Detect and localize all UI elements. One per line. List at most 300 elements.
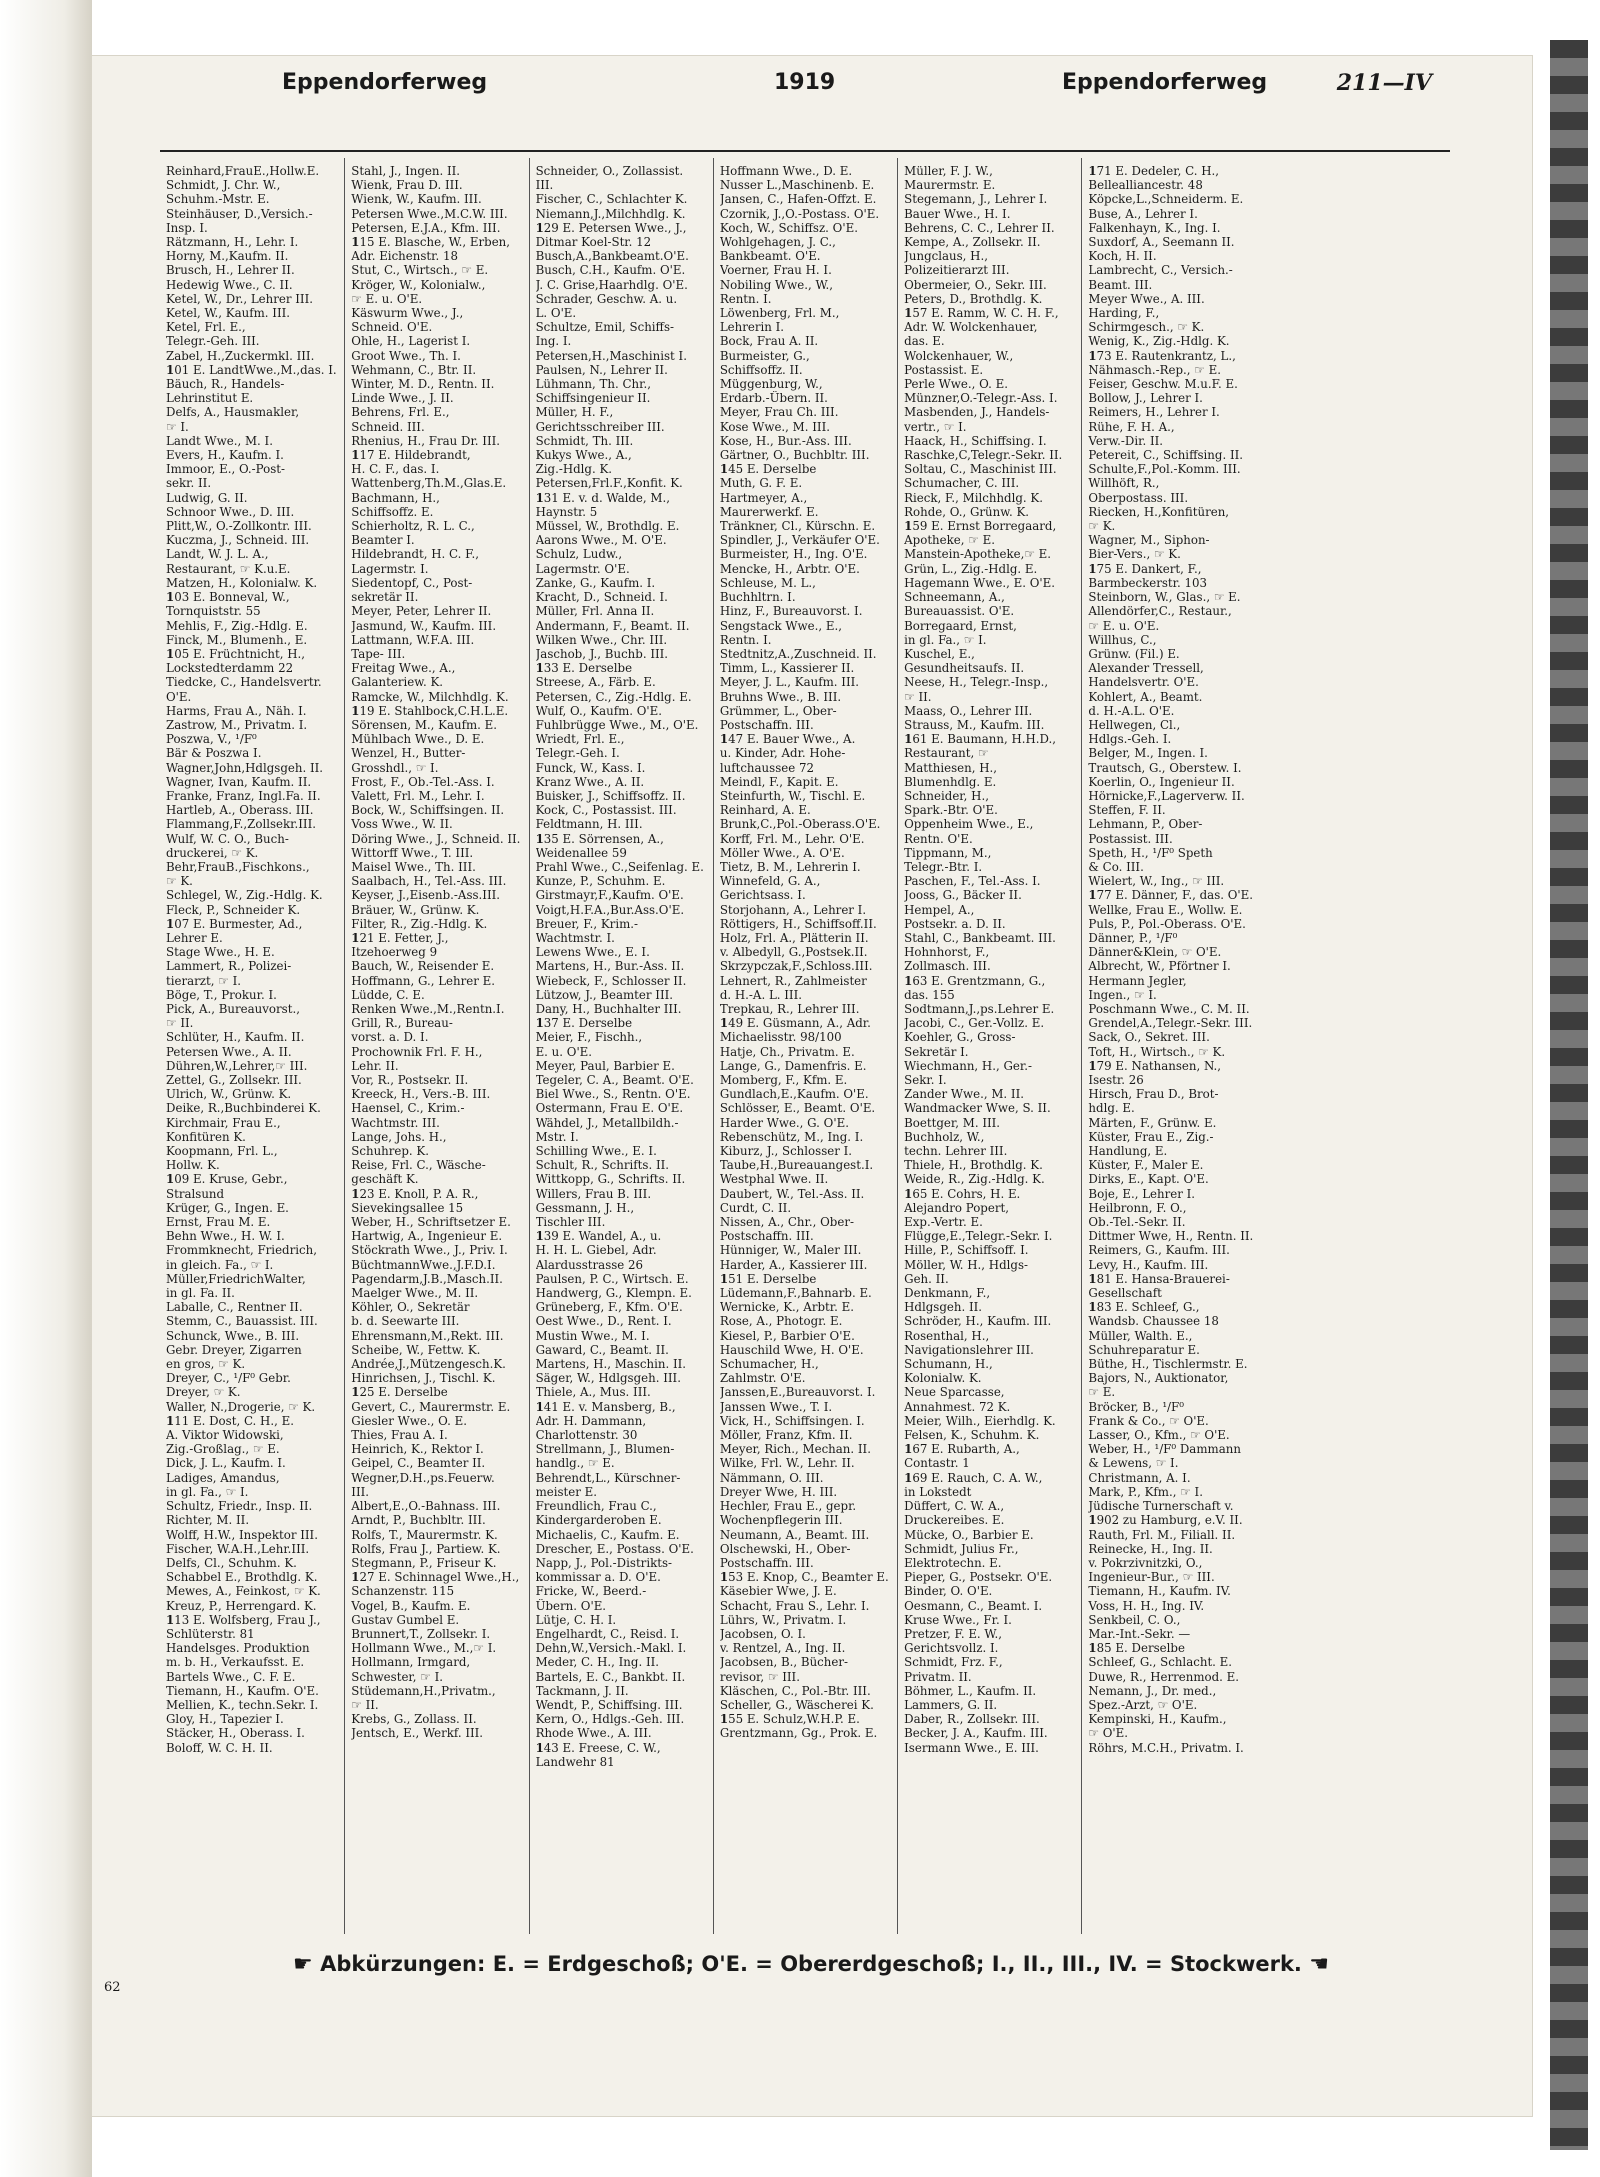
- directory-entry: Stegmann, P., Friseur K.: [351, 1555, 497, 1570]
- directory-entry: Pretzer, F. E. W.,: [904, 1626, 1002, 1641]
- directory-entry: Meier, Wilh., Eierhdlg. K.: [904, 1413, 1056, 1428]
- directory-entry: en gros, ☞ K.: [166, 1357, 246, 1372]
- directory-entry: Bier-Vers., ☞ K.: [1088, 547, 1181, 562]
- directory-entry: Hartleb, A., Oberass. III.: [166, 803, 314, 818]
- directory-entry: Speth, H., ¹/F⁰ Speth: [1088, 845, 1213, 860]
- directory-entry: Bollow, J., Lehrer I.: [1088, 391, 1203, 406]
- directory-entry: Vick, H., Schiffsingen. I.: [719, 1413, 865, 1428]
- directory-entry: Restaurant, ☞ K.u.E.: [166, 561, 291, 576]
- directory-entry: Lange, Johs. H.,: [351, 1129, 447, 1144]
- directory-entry: Stemm, C., Bauassist. III.: [166, 1314, 318, 1329]
- directory-entry: Wenzel, H., Butter-: [351, 746, 466, 761]
- directory-entry: Grendel,A.,Telegr.-Sekr. III.: [1088, 1016, 1253, 1031]
- directory-entry: Laballe, C., Rentner II.: [166, 1300, 303, 1315]
- directory-entry: Bär & Poszwa I.: [166, 746, 262, 761]
- directory-entry: v. Pokrzivnitzki, O.,: [1088, 1555, 1203, 1570]
- directory-entry: Reinecke, H., Ing. II.: [1088, 1541, 1213, 1556]
- directory-entry: Postassist. III.: [1088, 831, 1173, 846]
- directory-entry: Wilken Wwe., Chr. III.: [535, 632, 668, 647]
- directory-entry: 131 E. v. d. Walde, M.,: [535, 490, 670, 505]
- directory-entry: Wellke, Frau E., Wollw. E.: [1088, 902, 1243, 917]
- directory-entry: Fischer, C., Schlachter K.: [535, 192, 688, 207]
- directory-entry: Wienk, W., Kaufm. III.: [351, 192, 482, 207]
- directory-entry: Koehler, G., Gross-: [904, 1030, 1016, 1045]
- directory-entry: Paulsen, P. C., Wirtsch. E.: [535, 1271, 689, 1286]
- directory-entry: Bauch, W., Reisender E.: [351, 959, 495, 974]
- directory-entry: Wenig, K., Zig.-Hdlg. K.: [1088, 334, 1230, 349]
- directory-entry: Buchholz, W.,: [904, 1129, 985, 1144]
- directory-entry: Nissen, A., Chr., Ober-: [719, 1215, 854, 1230]
- directory-entry: Stage Wwe., H. E.: [166, 945, 275, 960]
- directory-entry: Vogel, B., Kaufm. E.: [351, 1598, 471, 1613]
- directory-entry: Wandsb. Chaussee 18: [1088, 1314, 1219, 1329]
- directory-entry: 125 E. Derselbe: [351, 1385, 448, 1400]
- directory-entry: Funck, W., Kass. I.: [535, 760, 646, 775]
- directory-entry: Busch,A.,Bankbeamt.O'E.: [535, 249, 689, 264]
- directory-entry: Momberg, F., Kfm. E.: [719, 1073, 848, 1087]
- directory-entry: Wohlgehagen, J. C.,: [719, 235, 836, 250]
- directory-entry: Busch, C.H., Kaufm. O'E.: [535, 263, 686, 278]
- directory-entry: Nobiling Wwe., W.,: [719, 277, 834, 292]
- directory-entry: Ulrich, W., Grünw. K.: [166, 1087, 292, 1102]
- directory-entry: 181 E. Hansa-Brauerei-: [1088, 1271, 1230, 1286]
- directory-entry: Krebs, G., Zollass. II.: [351, 1712, 477, 1727]
- directory-entry: Schnoor Wwe., D. III.: [166, 504, 295, 519]
- directory-entry: Jacobsen, O. I.: [719, 1626, 806, 1641]
- directory-entry: Heinrich, K., Rektor I.: [351, 1442, 484, 1457]
- directory-entry: Stahl, C., Bankbeamt. III.: [904, 930, 1056, 945]
- directory-entry: Kröger, W., Kolonialw.,: [351, 277, 486, 292]
- directory-entry: Timm, L., Kassierer II.: [719, 661, 855, 676]
- directory-entry: Jungclaus, H.,: [904, 249, 988, 264]
- directory-entry: Wachtmstr. I.: [535, 930, 615, 945]
- directory-entry: Plitt,W., O.-Zollkontr. III.: [166, 519, 312, 534]
- directory-entry: Petereit, C., Schiffsing. II.: [1088, 448, 1244, 463]
- directory-entry: Pagendarm,J.B.,Masch.II.: [351, 1271, 503, 1286]
- directory-entry: Möller Wwe., A. O'E.: [719, 845, 845, 860]
- directory-entry: Landwehr 81: [535, 1754, 615, 1769]
- directory-entry: Galanteriew. K.: [351, 675, 444, 690]
- directory-entry: Elektrotechn. E.: [904, 1555, 1002, 1570]
- directory-entry: tierarzt, ☞ I.: [166, 973, 241, 988]
- directory-entry: Bauer Wwe., H. I.: [904, 206, 1011, 221]
- directory-entry: Telegr.-Geh. III.: [166, 334, 260, 349]
- directory-entry: Wittkopp, G., Schrifts. II.: [535, 1172, 686, 1187]
- directory-entry: Keyser, J.,Eisenb.-Ass.III.: [351, 888, 501, 903]
- directory-entry: Kukys Wwe., A.,: [535, 448, 632, 463]
- directory-entry: Landt Wwe., M. I.: [166, 433, 273, 448]
- directory-entry: Rühe, F. H. A.,: [1088, 419, 1175, 434]
- directory-entry: Valett, Frl. M., Lehr. I.: [351, 788, 485, 803]
- directory-entry: Wulf, O., Kaufm. O'E.: [535, 703, 663, 718]
- directory-entry: Meyer, Rich., Mechan. II.: [719, 1442, 871, 1457]
- directory-entry: Behr,FrauB.,Fischkons.,: [166, 859, 310, 874]
- directory-entry: Lagermstr. O'E.: [535, 561, 630, 576]
- directory-entry: Dittmer Wwe, H., Rentn. II.: [1088, 1229, 1254, 1244]
- directory-entry: Hdlgs.-Geh. I.: [1088, 732, 1172, 747]
- directory-entry: O'E.: [166, 689, 192, 704]
- directory-entry: sekretär II.: [351, 590, 419, 605]
- directory-entry: Lockstedterdamm 22: [166, 661, 294, 676]
- directory-entry: Pieper, G., Postsekr. O'E.: [904, 1570, 1053, 1585]
- directory-entry: ☞ K.: [1088, 519, 1116, 534]
- directory-entry: Wriedt, Frl. E.,: [535, 732, 625, 747]
- directory-entry: Stäcker, H., Oberass. I.: [166, 1726, 305, 1741]
- directory-entry: 157 E. Ramm, W. C. H. F.,: [904, 306, 1059, 321]
- directory-entry: Strellmann, J., Blumen-: [535, 1442, 675, 1457]
- street-title-left: Eppendorferweg: [282, 70, 488, 95]
- directory-entry: Geipel, C., Beamter II.: [351, 1456, 486, 1471]
- directory-entry: Ernst, Frau M. E.: [166, 1215, 271, 1230]
- directory-entry: Bureauassist. O'E.: [904, 604, 1015, 619]
- directory-entry: Hirsch, Frau D., Brot-: [1088, 1087, 1219, 1102]
- directory-entry: Schneider, O., Zollassist.: [535, 164, 684, 178]
- directory-entry: Girstmayr,F.,Kaufm. O'E.: [535, 888, 684, 903]
- directory-entry: Toft, H., Wirtsch., ☞ K.: [1088, 1044, 1226, 1059]
- directory-entry: 169 E. Rauch, C. A. W.,: [904, 1470, 1043, 1485]
- directory-entry: Grün, L., Zig.-Hdlg. E.: [904, 561, 1038, 576]
- directory-entry: Löwenberg, Frl. M.,: [719, 306, 840, 321]
- directory-entry: Giesler Wwe., O. E.: [351, 1413, 467, 1428]
- directory-entry: 173 E. Rautenkrantz, L.,: [1088, 348, 1236, 363]
- directory-entry: Raschke,C,Telegr.-Sekr. II.: [904, 448, 1063, 463]
- directory-entry: Gerichtsvollz. I.: [904, 1641, 999, 1656]
- directory-entry: H. H. L. Giebel, Adr.: [535, 1243, 657, 1258]
- directory-entry: Schlüter, H., Kaufm. II.: [166, 1030, 305, 1045]
- directory-entry: Kreuz, P., Herrengard. K.: [166, 1598, 317, 1613]
- directory-entry: Kracht, D., Schneid. I.: [535, 590, 668, 605]
- directory-entry: Kirchmair, Frau E.,: [166, 1115, 281, 1130]
- directory-entry: Rhenius, H., Frau Dr. III.: [351, 433, 501, 448]
- directory-entry: Schultze, Emil, Schiffs-: [535, 320, 674, 335]
- directory-entry: Maisel Wwe., Th. III.: [351, 859, 476, 874]
- directory-entry: Niemann,J.,Milchhdlg. K.: [535, 206, 686, 221]
- directory-entry: Telegr.-Geh. I.: [535, 746, 620, 761]
- directory-entry: Schuhrep. K.: [351, 1144, 429, 1159]
- directory-entry: Rhode Wwe., A. III.: [535, 1726, 652, 1741]
- directory-entry: Dany, H., Buchhalter III.: [535, 1001, 682, 1016]
- directory-entry: Schneid. O'E.: [351, 320, 433, 335]
- directory-entry: Allendörfer,C., Restaur.,: [1088, 604, 1232, 619]
- directory-entry: Tischler III.: [535, 1215, 606, 1230]
- directory-entry: Wagner,John,Hdlgsgeh. II.: [166, 760, 324, 775]
- directory-entry: 117 E. Hildebrandt,: [351, 448, 471, 463]
- directory-entry: Schultz, Friedr., Insp. II.: [166, 1499, 313, 1514]
- directory-entry: Schilling Wwe., E. I.: [535, 1144, 657, 1159]
- directory-entry: Brusch, H., Lehrer II.: [166, 263, 295, 278]
- directory-entry: Möller, W. H., Hdlgs-: [904, 1257, 1028, 1272]
- directory-entry: Schacht, Frau S., Lehr. I.: [719, 1598, 870, 1613]
- directory-entry: in gl. Fa., ☞ I.: [166, 1484, 249, 1499]
- directory-entry: Ladiges, Amandus,: [166, 1470, 280, 1485]
- directory-entry: Matthiesen, H.,: [904, 760, 998, 775]
- directory-entry: Behrens, C. C., Lehrer II.: [904, 220, 1055, 235]
- directory-entry: 111 E. Dost, C. H., E.: [166, 1413, 294, 1428]
- directory-entry: Curdt, C. II.: [719, 1200, 792, 1215]
- directory-entry: Flügge,E.,Telegr.-Sekr. I.: [904, 1229, 1053, 1244]
- directory-entry: Dreyer, ☞ K.: [166, 1385, 241, 1400]
- directory-entry: Jaschob, J., Buchb. III.: [535, 646, 669, 661]
- directory-entry: Oppenheim Wwe., E.,: [904, 817, 1034, 832]
- directory-entry: Ostermann, Frau E. O'E.: [535, 1101, 684, 1116]
- directory-entry: Bajors, N., Auktionator,: [1088, 1371, 1229, 1386]
- directory-entry: Soltau, C., Maschinist III.: [904, 462, 1057, 477]
- directory-entry: Hauschild Wwe, H. O'E.: [719, 1342, 864, 1357]
- directory-entry: Saalbach, H., Tel.-Ass. III.: [351, 874, 507, 889]
- directory-entry: Masbenden, J., Handels-: [904, 405, 1050, 420]
- directory-entry: Petersen Wwe., A. II.: [166, 1044, 292, 1059]
- directory-entry: Meder, C. H., Ing. II.: [535, 1655, 660, 1670]
- directory-entry: Schlösser, E., Beamt. O'E.: [719, 1101, 876, 1116]
- directory-entry: Wagner, M., Siphon-: [1088, 533, 1210, 548]
- directory-entry: Rolfs, Frau J., Partiew. K.: [351, 1541, 501, 1556]
- directory-entry: Navigationslehrer III.: [904, 1342, 1034, 1357]
- directory-entry: Burmeister, H., Ing. O'E.: [719, 547, 868, 562]
- directory-entry: Groot Wwe., Th. I.: [351, 348, 461, 363]
- directory-entry: Willers, Frau B. III.: [535, 1186, 652, 1201]
- directory-entry: Wagner, Ivan, Kaufm. II.: [166, 774, 312, 789]
- directory-entry: Denkmann, F.,: [904, 1286, 991, 1301]
- directory-entry: Harding, F.,: [1088, 306, 1160, 321]
- directory-entry: Verw.-Dir. II.: [1088, 433, 1164, 448]
- directory-entry: Muth, G. F. E.: [719, 476, 803, 491]
- directory-entry: Schulte,F.,Pol.-Komm. III.: [1088, 462, 1241, 477]
- directory-entry: Stegemann, J., Lehrer I.: [904, 192, 1048, 207]
- directory-entry: 107 E. Burmester, Ad.,: [166, 916, 303, 931]
- directory-entry: Harms, Frau A., Näh. I.: [166, 703, 307, 718]
- directory-entry: Meindl, F., Kapit. E.: [719, 774, 839, 789]
- directory-entry: Postsekr. a. D. II.: [904, 916, 1006, 931]
- directory-entry: Wulf, W. C. O., Buch-: [166, 831, 289, 846]
- directory-entry: Senkbeil, C. O.,: [1088, 1612, 1181, 1627]
- directory-entry: Schrader, Geschw. A. u.: [535, 291, 678, 306]
- directory-entry: Stahl, J., Ingen. II.: [351, 164, 461, 178]
- directory-entry: Schumann, H.,: [904, 1357, 993, 1372]
- directory-entry: Erdarb.-Übern. II.: [719, 391, 828, 406]
- directory-entry: Streese, A., Färb. E.: [535, 675, 656, 690]
- directory-entry: ☞ E. u. O'E.: [1088, 618, 1160, 633]
- directory-entry: Schmidt, Th. III.: [535, 433, 634, 448]
- directory-entry: Handlung, E.: [1088, 1144, 1168, 1159]
- directory-entry: Spez.-Arzt, ☞ O'E.: [1088, 1697, 1198, 1712]
- column-3: [529, 158, 713, 1934]
- directory-entry: Stedtnitz,A.,Zuschneid. II.: [719, 646, 877, 661]
- directory-entry: Lattmann, W.F.A. III.: [351, 632, 475, 647]
- directory-entry: Heilbronn, F. O.,: [1088, 1200, 1187, 1215]
- directory-entry: Wochenpflegerin III.: [719, 1513, 843, 1528]
- directory-entry: Dreyer, C., ¹/F⁰ Gebr.: [166, 1371, 291, 1386]
- directory-entry: Sekretär I.: [904, 1044, 969, 1059]
- directory-entry: Schleef, G., Schlacht. E.: [1088, 1655, 1233, 1670]
- directory-entry: Michaelisstr. 98/100: [719, 1030, 842, 1045]
- directory-entry: Janssen,E.,Bureauvorst. I.: [719, 1385, 876, 1400]
- directory-entry: Zahlmstr. O'E.: [719, 1371, 806, 1386]
- directory-entry: Albert,E.,O.-Bahnass. III.: [351, 1499, 501, 1514]
- directory-entry: Koch, H. II.: [1088, 249, 1157, 264]
- directory-entry: Bachmann, H.,: [351, 490, 440, 505]
- directory-entry: Fleck, P., Schneider K.: [166, 902, 301, 917]
- directory-entry: 155 E. Schulz,W.H.P. E.: [719, 1712, 860, 1727]
- directory-entry: Lütje, C. H. I.: [535, 1612, 617, 1627]
- directory-entry: Janssen Wwe., T. I.: [719, 1399, 833, 1414]
- directory-entry: Mewes, A., Feinkost, ☞ K.: [166, 1584, 321, 1599]
- directory-entry: 159 E. Ernst Borregaard,: [904, 519, 1057, 534]
- directory-entry: Zig.-Hdlg. K.: [535, 462, 613, 477]
- directory-entry: Meyer Wwe., A. III.: [1088, 291, 1205, 306]
- directory-entry: Oest Wwe., D., Rent. I.: [535, 1314, 672, 1329]
- directory-entry: Horny, M.,Kaufm. II.: [166, 249, 289, 264]
- directory-entry: Renken Wwe.,M.,Rentn.I.: [351, 1001, 505, 1016]
- directory-entry: Hellwegen, Cl.,: [1088, 717, 1181, 732]
- directory-entry: Wernicke, K., Arbtr. E.: [719, 1300, 854, 1315]
- directory-entry: Freitag Wwe., A.,: [351, 661, 456, 676]
- directory-entry: Willhöft, R.,: [1088, 476, 1160, 491]
- directory-entry: Beamter I.: [351, 533, 415, 548]
- directory-entry: 185 E. Derselbe: [1088, 1641, 1185, 1656]
- directory-entry: Märten, F., Grünw. E.: [1088, 1115, 1217, 1130]
- directory-entry: ☞ II.: [351, 1697, 379, 1712]
- directory-entry: Dänner&Klein, ☞ O'E.: [1088, 945, 1222, 960]
- directory-entry: Oberpostass. III.: [1088, 490, 1189, 505]
- column-5: [897, 158, 1081, 1934]
- directory-entry: hdlg. E.: [1088, 1101, 1135, 1116]
- directory-entry: Schult, R., Schrifts. II.: [535, 1158, 670, 1173]
- directory-entry: Schiffsoffz. E.: [351, 504, 434, 519]
- directory-entry: Insp. I.: [166, 220, 208, 235]
- directory-entry: Scheller, G., Wäscherei K.: [719, 1697, 874, 1712]
- directory-entry: Privatm. II.: [904, 1669, 972, 1684]
- directory-entry: das. 155: [904, 987, 955, 1002]
- directory-entry: Wandmacker Wwe, S. II.: [904, 1101, 1051, 1116]
- directory-entry: Christmann, A. I.: [1088, 1470, 1191, 1485]
- directory-entry: Ing. I.: [535, 334, 572, 349]
- directory-entry: Hatje, Ch., Privatm. E.: [719, 1044, 855, 1059]
- directory-entry: Zettel, G., Zollsekr. III.: [166, 1073, 302, 1087]
- directory-entry: Reimers, H., Lehrer I.: [1088, 405, 1220, 420]
- directory-entry: Voigt,H.F.A.,Bur.Ass.O'E.: [535, 902, 685, 917]
- directory-entry: Ramcke, W., Milchhdlg. K.: [351, 689, 509, 704]
- directory-entry: Freundlich, Frau C.,: [535, 1499, 657, 1514]
- directory-entry: 175 E. Dankert, F.,: [1088, 561, 1202, 576]
- directory-entry: A. Viktor Widowski,: [166, 1428, 284, 1443]
- directory-entry: Büthe, H., Tischlermstr. E.: [1088, 1357, 1248, 1372]
- directory-entry: Voerner, Frau H. I.: [719, 263, 832, 278]
- pointing-hand-right-icon: ☚: [1309, 1952, 1329, 1977]
- directory-entry: Mücke, O., Barbier E.: [904, 1527, 1034, 1542]
- directory-entry: Konfitüren K.: [166, 1129, 246, 1144]
- directory-entry: Feldtmann, H. III.: [535, 817, 643, 832]
- directory-entry: Bartels, E. C., Bankbt. II.: [535, 1669, 686, 1684]
- directory-entry: Neue Sparcasse,: [904, 1385, 1005, 1400]
- directory-entry: 133 E. Derselbe: [535, 661, 633, 676]
- directory-entry: Petersen Wwe.,M.C.W. III.: [351, 206, 508, 221]
- directory-entry: Jacobsen, B., Bücher-: [719, 1655, 848, 1670]
- directory-entry: Rohde, O., Grünw. K.: [904, 504, 1030, 519]
- page-header: [112, 62, 1452, 102]
- directory-entry: Hermann Jegler,: [1088, 973, 1187, 988]
- directory-entry: Kose Wwe., M. III.: [719, 419, 830, 434]
- directory-entry: m. b. H., Verkaufsst. E.: [166, 1655, 305, 1670]
- directory-entry: Stut, C., Wirtsch., ☞ E.: [351, 263, 489, 278]
- directory-entry: Kempe, A., Zollsekr. II.: [904, 235, 1041, 250]
- directory-entry: Sörensen, M., Kaufm. E.: [351, 717, 498, 732]
- directory-entry: Postschaffn. III.: [719, 717, 814, 732]
- directory-entry: ☞ K.: [166, 874, 193, 889]
- directory-entry: Linde Wwe., J. II.: [351, 391, 454, 406]
- directory-entry: Kuczma, J., Schneid. III.: [166, 533, 310, 548]
- directory-entry: Weber, H., Schriftsetzer E.: [351, 1215, 511, 1230]
- directory-entry: Tegeler, C. A., Beamt. O'E.: [535, 1073, 694, 1087]
- directory-entry: Ludwig, G. II.: [166, 490, 248, 505]
- directory-entry: Spark.-Btr. O'E.: [904, 803, 998, 818]
- directory-entry: Michaelis, C., Kaufm. E.: [535, 1527, 680, 1542]
- directory-entry: Sekr. I.: [904, 1073, 947, 1087]
- directory-entry: v. Rentzel, A., Ing. II.: [719, 1641, 846, 1656]
- directory-entry: Peters, D., Brothdlg. K.: [904, 291, 1043, 306]
- directory-entry: Röttigers, H., Schiffsoff.II.: [719, 916, 877, 931]
- directory-entry: Flammang,F.,Zollsekr.III.: [166, 817, 316, 832]
- directory-entry: ☞ II.: [166, 1016, 194, 1031]
- directory-entry: Isestr. 26: [1088, 1073, 1144, 1087]
- directory-entry: Jentsch, E., Werkf. III.: [351, 1726, 484, 1741]
- directory-entry: Hollmann, Irmgard,: [351, 1655, 471, 1670]
- directory-entry: Frommknecht, Friedrich,: [166, 1243, 317, 1258]
- directory-entry: Weide, R., Zig.-Hdlg. K.: [904, 1172, 1045, 1187]
- directory-entry: Prahl Wwe., C.,Seifenlag. E.: [535, 859, 704, 874]
- directory-entry: Schiffsoffz. II.: [719, 362, 803, 377]
- margin-page-number: 62: [104, 1980, 121, 1995]
- directory-entry: Ketel, Frl. E.,: [166, 320, 246, 335]
- directory-entry: Tornquiststr. 55: [166, 604, 261, 619]
- directory-entry: Küster, Frau E., Zig.-: [1088, 1129, 1214, 1144]
- directory-entry: Kempinski, H., Kaufm.,: [1088, 1712, 1227, 1727]
- directory-entry: Delfs, A., Hausmakler,: [166, 405, 300, 420]
- directory-entry: Hildebrandt, H. C. F.,: [351, 547, 480, 562]
- directory-entry: Schneider, H.,: [904, 788, 989, 803]
- directory-entry: Rolfs, T., Maurermstr. K.: [351, 1527, 498, 1542]
- directory-entry: Müggenburg, W.,: [719, 377, 823, 392]
- directory-entry: Küster, F., Maler E.: [1088, 1158, 1204, 1173]
- directory-entry: Beamt. III.: [1088, 277, 1153, 292]
- directory-entry: Adr. W. Wolckenhauer,: [904, 320, 1038, 335]
- directory-entry: Tippmann, M.,: [904, 845, 992, 860]
- directory-entry: Koerlin, O., Ingenieur II.: [1088, 774, 1235, 789]
- directory-entry: Kindergarderoben E.: [535, 1513, 662, 1528]
- directory-entry: Nähmasch.-Rep., ☞ E.: [1088, 362, 1221, 377]
- directory-entry: Finck, M., Blumenh., E.: [166, 632, 308, 647]
- directory-entry: Rosenthal, H.,: [904, 1328, 990, 1343]
- directory-entry: Müller, F. J. W.,: [904, 164, 993, 178]
- directory-entry: Martens, H., Bur.-Ass. II.: [535, 959, 685, 974]
- directory-entry: Hempel, A.,: [904, 902, 975, 917]
- directory-entry: 163 E. Grentzmann, G.,: [904, 973, 1046, 988]
- directory-entry: Aarons Wwe., M. O'E.: [535, 533, 667, 548]
- directory-entry: Dirks, E., Kapt. O'E.: [1088, 1172, 1209, 1187]
- directory-entry: Ingen., ☞ I.: [1088, 987, 1157, 1002]
- directory-entry: Albrecht, W., Pförtner I.: [1088, 959, 1231, 974]
- directory-entry: Hartwig, A., Ingenieur E.: [351, 1229, 503, 1244]
- directory-entry: Petersen, E.J.A., Kfm. III.: [351, 220, 501, 235]
- directory-entry: handlg., ☞ E.: [535, 1456, 615, 1471]
- directory-entry: Daubert, W., Tel.-Ass. II.: [719, 1186, 865, 1201]
- directory-entry: Wiebeck, F., Schlosser II.: [535, 973, 687, 988]
- directory-entry: Bankbeamt. O'E.: [719, 249, 821, 264]
- directory-entry: Bock, W., Schiffsingen. II.: [351, 803, 505, 818]
- directory-entry: 121 E. Fetter, J.,: [351, 930, 449, 945]
- directory-entry: ☞ E.: [1088, 1385, 1116, 1400]
- directory-entry: Postassist. E.: [904, 362, 984, 377]
- directory-entry: 127 E. Schinnagel Wwe.,H.,: [351, 1570, 520, 1585]
